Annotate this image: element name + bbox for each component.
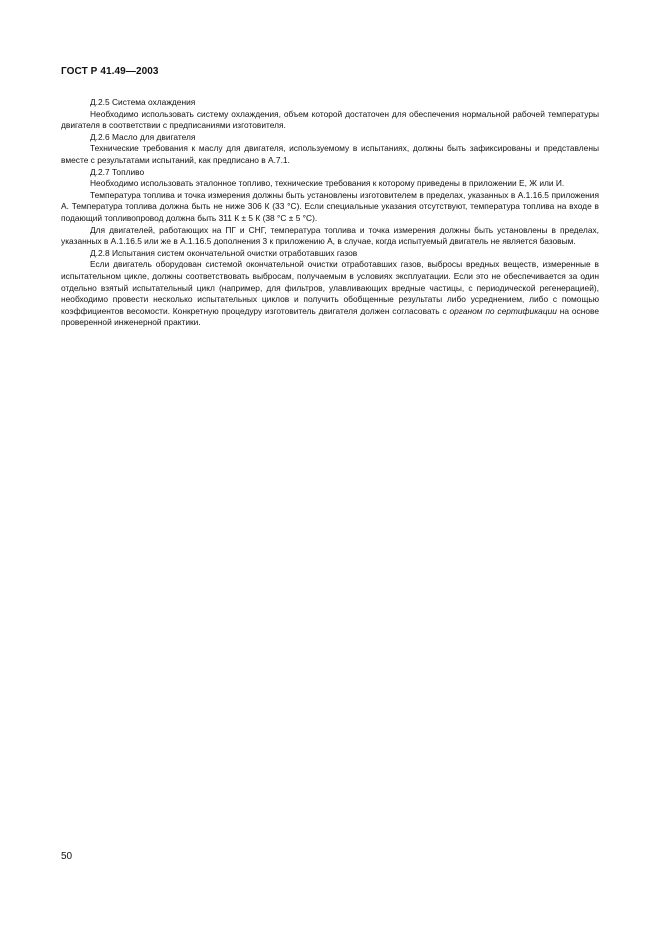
paragraph-d28-text-start: Если двигатель оборудован системой окончательной очистки отработавших газов, выбросы вредных веществ, измеренные в испытательном цикле, должны соответствовать выбросам, получаемым в условиях эксплуатации. Если это не обеспечивается за один отдельно взятый испытательный цикл (например, для фильтров, улавливающих вредные частицы, с периодической регенерацией), необходимо провести несколько испытательных циклов и получить обобщенные результаты либо усреднением, либо с помощью коэффициентов весомости. Конкретную процедуру изготовитель двигателя должен согласовать с xyxy=(61,259,599,316)
page-number: 50 xyxy=(61,851,73,862)
section-heading-d28: Д.2.8 Испытания систем окончательной очистки отработавших газов xyxy=(90,247,358,258)
paragraph-d25-cooling: Необходимо использовать систему охлаждения, объем которой достаточен для обеспечения нормальной рабочей температуры двигателя в соответствии с предписаниями изготовителя. xyxy=(61,108,599,131)
paragraph-d28-text-end: на основе проверенной инженерной практики. xyxy=(61,305,600,328)
paragraph-d27-gas-engines: Для двигателей, работающих на ПГ и СНГ, температура топлива и точка измерения должны быть установлены в пределах, указанных в А.1.16.5 или же в А.1.16.5 дополнения 3 к приложению А, в случае, когда испытуемый двигатель не является базовым. xyxy=(61,224,599,247)
paragraph-d27-fuel-temperature: Температура топлива и точка измерения должны быть установлены изготовителем в пределах, указанных в А.1.16.5 приложения А. Температура топлива должна быть не ниже 306 К (33 °С). Если специальные указания отсутствуют, температура топлива на входе в подающий топливопровод должна быть 311 К ± 5 К (38 °С ± 5 °С). xyxy=(61,189,599,223)
paragraph-d27-fuel-reference: Необходимо использовать эталонное топливо, технические требования к которому приведены в приложении Е, Ж или И. xyxy=(90,178,565,189)
document-body xyxy=(61,97,599,329)
document-code-header: ГОСТ Р 41.49—2003 xyxy=(61,66,159,77)
paragraph-d26-oil: Технические требования к маслу для двигателя, используемому в испытаниях, должны быть зафиксированы и представлены вместе с результатами испытаний, как предписано в А.7.1. xyxy=(61,143,599,165)
certification-body-term: органом по сертификации xyxy=(449,305,557,316)
section-heading-d26: Д.2.6 Масло для двигателя xyxy=(90,131,196,142)
section-heading-d25: Д.2.5 Система охлаждения xyxy=(90,97,196,107)
section-heading-d27: Д.2.7 Топливо xyxy=(90,166,145,177)
paragraph-d28-aftertreatment xyxy=(61,259,599,329)
